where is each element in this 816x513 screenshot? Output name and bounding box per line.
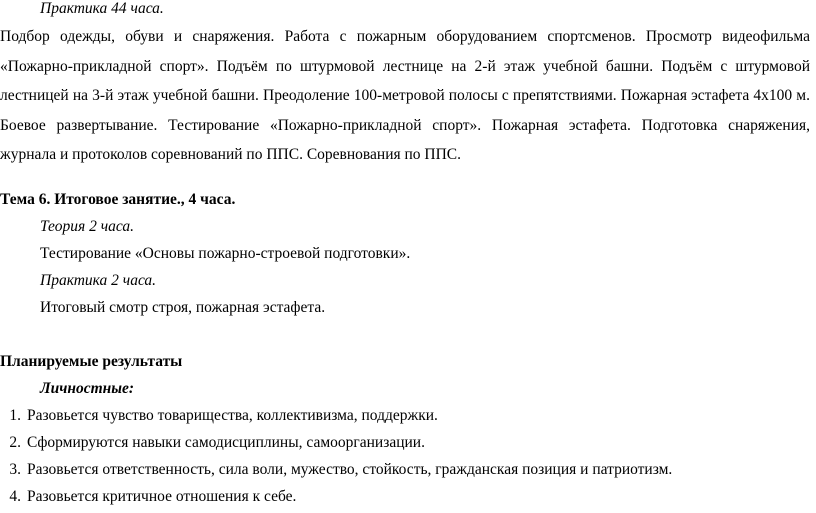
- list-item-text: Разовьется ответственность, сила воли, мужество, стойкость, гражданская позиция и патриотизм.: [27, 461, 673, 478]
- practice2-heading: Практика 2 часа.: [40, 272, 157, 289]
- list-item-text: Разовьется критичное отношения к себе.: [27, 488, 297, 505]
- results-title: Планируемые результаты: [0, 353, 183, 370]
- list-item-number: 2.: [9, 434, 21, 451]
- list-item-number: 1.: [9, 407, 21, 424]
- practice-paragraph-line: Боевое развертывание. Тестирование «Пожарно-прикладной спорт». Пожарная эстафета. Подготовка снаряжения,: [0, 116, 810, 134]
- practice-paragraph-line: «Пожарно-прикладной спорт». Подъём по штурмовой лестнице на 2-й этаж учебной башни. Подъём с штурмовой: [0, 57, 810, 75]
- practice-paragraph-line: журнала и протоколов соревнований по ППС. Соревнования по ППС.: [0, 146, 462, 163]
- list-item-text: Сформируются навыки самодисциплины, самоорганизации.: [27, 434, 425, 451]
- list-item-text: Разовьется чувство товарищества, коллективизма, поддержки.: [27, 407, 438, 424]
- practice-heading: Практика 44 часа.: [40, 0, 164, 17]
- list-item: [3, 487, 296, 507]
- practice2-text: Итоговый смотр строя, пожарная эстафета.: [40, 299, 326, 316]
- list-item: [3, 460, 672, 480]
- list-item-number: 4.: [9, 488, 21, 505]
- topic6-title: Тема 6. Итоговое занятие., 4 часа.: [0, 191, 236, 208]
- list-item-number: 3.: [9, 461, 21, 478]
- list-item: [3, 433, 425, 453]
- theory-heading: Теория 2 часа.: [40, 218, 134, 235]
- practice-paragraph-line: Подбор одежды, обуви и снаряжения. Работа с пожарным оборудованием спортсменов. Просмотр видеофильма: [0, 28, 810, 45]
- theory-text: Тестирование «Основы пожарно-строевой подготовки».: [40, 245, 411, 262]
- practice-paragraph: [0, 27, 810, 175]
- list-item: [3, 406, 438, 426]
- personal-heading: Личностные:: [40, 380, 135, 397]
- practice-paragraph-line: лестницей на 3-й этаж учебной башни. Преодоление 100-метровой полосы с препятствиями. Пожарная эстафета 4х100 м.: [0, 87, 810, 104]
